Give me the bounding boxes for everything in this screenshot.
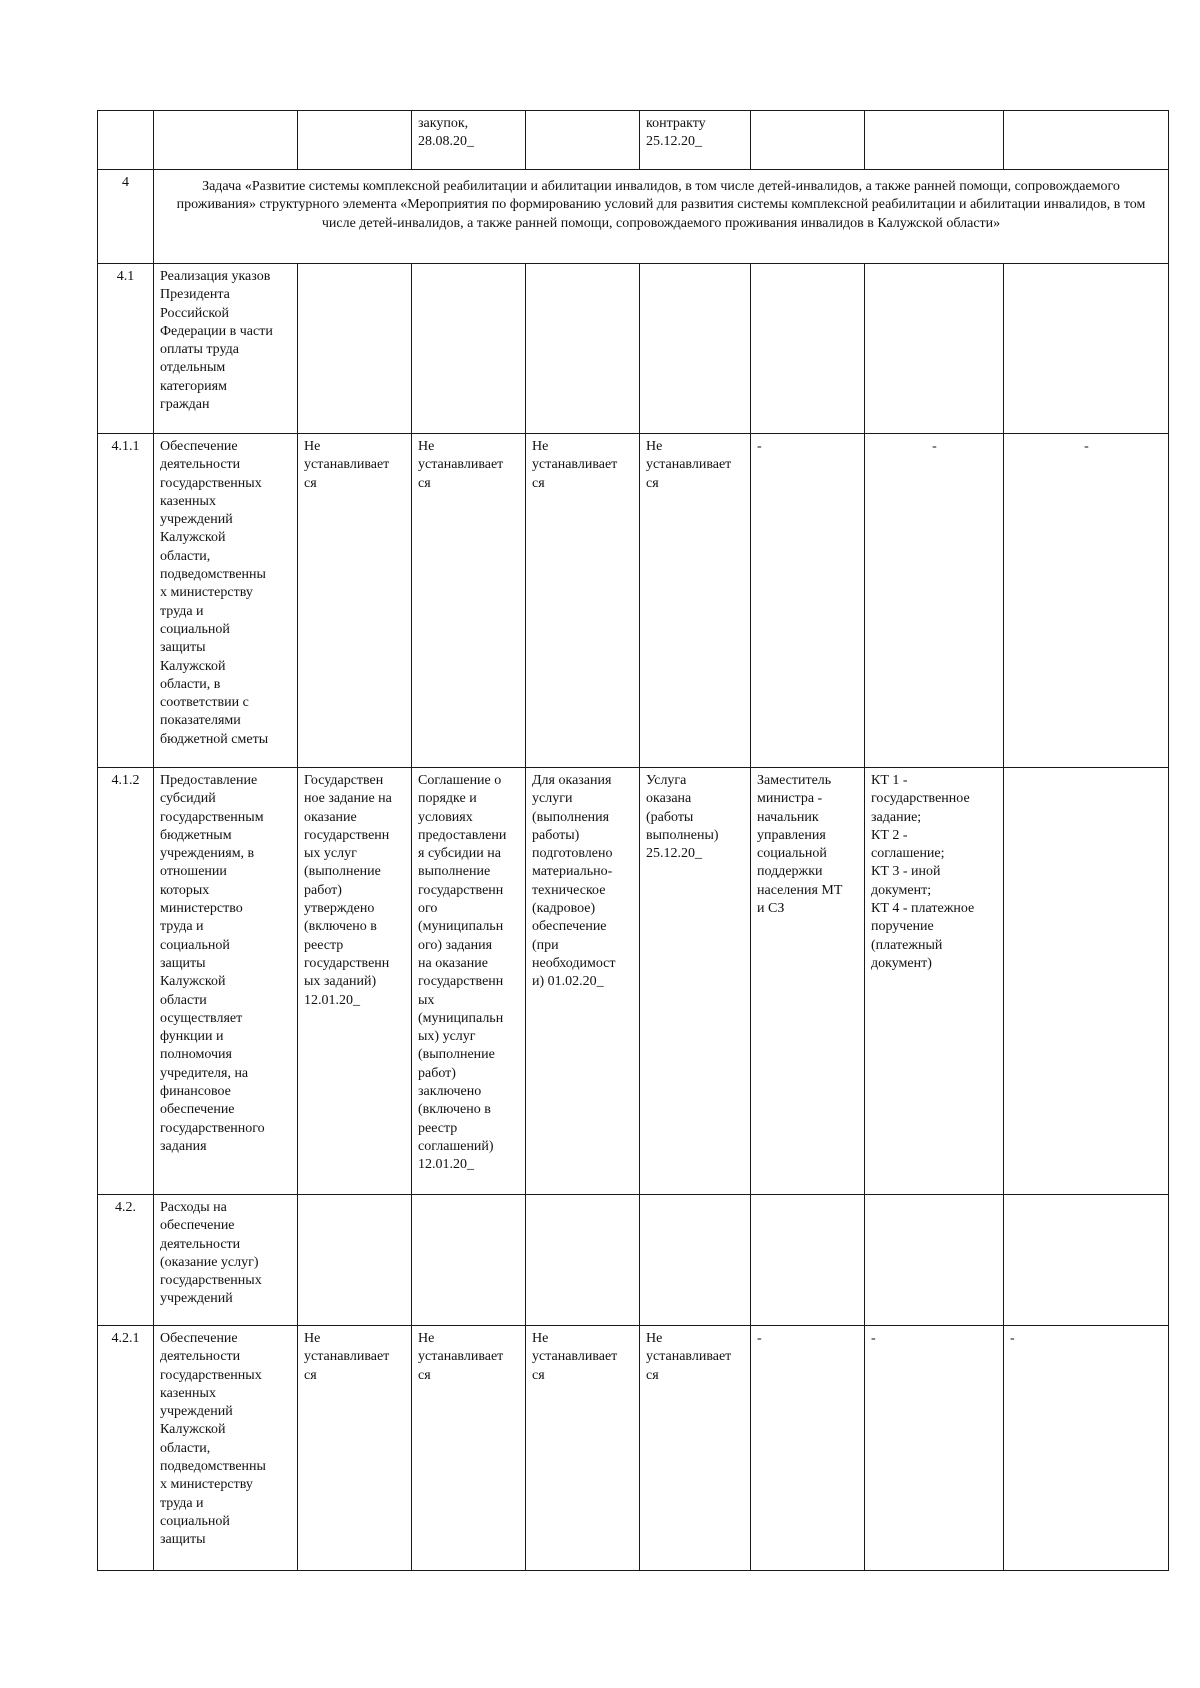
table-row-4-1-2 — [98, 768, 1169, 1195]
cell-text: Не устанавливает ся — [646, 439, 732, 491]
table-row-continued — [98, 111, 1169, 170]
cell-num — [98, 434, 154, 768]
cell-col9 — [1004, 264, 1169, 434]
cell-col7 — [751, 1326, 865, 1571]
cell-name — [154, 1326, 298, 1571]
cell-col3 — [298, 111, 412, 170]
table-row-task — [98, 170, 1169, 264]
cell-col4 — [412, 768, 526, 1195]
cell-col5 — [526, 264, 640, 434]
activity-name: Реализация указов Президента Российской Федерации в части оплаты труда отдельным категориям граждан — [160, 269, 273, 413]
cell-col7 — [751, 111, 865, 170]
cell-text: Не устанавливает ся — [418, 439, 504, 491]
row-number: 4.2.1 — [111, 1331, 140, 1346]
cell-name — [154, 434, 298, 768]
cell-dash: - — [932, 439, 937, 454]
cell-text: Не устанавливает ся — [418, 1331, 504, 1383]
cell-col4 — [412, 264, 526, 434]
cell-col7 — [751, 434, 865, 768]
cell-text: Не устанавливает ся — [304, 439, 390, 491]
cell-col3 — [298, 1326, 412, 1571]
cell-col6 — [640, 111, 751, 170]
cell-text: Не устанавливает ся — [646, 1331, 732, 1383]
table-row-4-1-1 — [98, 434, 1169, 768]
cell-text: контракту 25.12.20_ — [646, 116, 706, 150]
cell-col8 — [865, 768, 1004, 1195]
cell-col7 — [751, 264, 865, 434]
cell-col5 — [526, 434, 640, 768]
cell-num — [98, 170, 154, 264]
cell-col4 — [412, 111, 526, 170]
cell-col9 — [1004, 1195, 1169, 1326]
cell-text: Не устанавливает ся — [532, 1331, 618, 1383]
cell-text: Заместитель министра - начальник управления социальной поддержки населения МТ и СЗ — [757, 773, 843, 917]
plan-table — [97, 110, 1169, 1571]
cell-text: Не устанавливает ся — [532, 439, 618, 491]
cell-col4 — [412, 434, 526, 768]
cell-col3 — [298, 434, 412, 768]
cell-name — [154, 111, 298, 170]
cell-col5 — [526, 111, 640, 170]
activity-name: Обеспечение деятельности государственных казенных учреждений Калужской области, подведомственны х министерству труда и социальной защиты — [160, 1331, 266, 1548]
cell-col6 — [640, 434, 751, 768]
cell-col8 — [865, 1326, 1004, 1571]
table-row-4-1 — [98, 264, 1169, 434]
cell-name — [154, 264, 298, 434]
cell-dash: - — [757, 439, 762, 454]
row-number: 4.1.2 — [111, 773, 140, 788]
cell-col5 — [526, 1326, 640, 1571]
table-row-4-2 — [98, 1195, 1169, 1326]
cell-text: Соглашение о порядке и условиях предоставлени я субсидии на выполнение государственн ого (муниципальн ого) задания на оказание государственн ых (муниципальн ых) услуг (выполнение работ) заключено (включено в реестр соглашений) 12.01.20_ — [418, 773, 507, 1173]
cell-col9 — [1004, 434, 1169, 768]
cell-name — [154, 768, 298, 1195]
activity-name: Обеспечение деятельности государственных казенных учреждений Калужской области, подведомственны х министерству труда и социальной защиты Калужской области, в соответствии с показателями бюджетной сметы — [160, 439, 269, 747]
cell-num — [98, 264, 154, 434]
cell-col6 — [640, 768, 751, 1195]
cell-col6 — [640, 1195, 751, 1326]
cell-col8 — [865, 434, 1004, 768]
cell-col3 — [298, 768, 412, 1195]
cell-text: Государствен ное задание на оказание государственн ых услуг (выполнение работ) утверждено (включено в реестр государственн ых заданий) 12.01.20_ — [304, 773, 392, 1008]
cell-text: закупок, 28.08.20_ — [418, 116, 474, 150]
cell-col3 — [298, 264, 412, 434]
cell-text: Для оказания услуги (выполнения работы) подготовлено материально- техническое (кадровое) обеспечение (при необходимост и) 01.02.20_ — [532, 773, 616, 990]
row-number: 4 — [122, 175, 129, 190]
cell-col7 — [751, 1195, 865, 1326]
cell-col6 — [640, 1326, 751, 1571]
cell-dash: - — [1010, 1331, 1015, 1346]
cell-col4 — [412, 1326, 526, 1571]
cell-col4 — [412, 1195, 526, 1326]
cell-dash: - — [871, 1331, 876, 1346]
cell-num — [98, 1326, 154, 1571]
cell-name — [154, 1195, 298, 1326]
cell-col9 — [1004, 1326, 1169, 1571]
cell-text: Не устанавливает ся — [304, 1331, 390, 1383]
task-heading-text: Задача «Развитие системы комплексной реабилитации и абилитации инвалидов, в том числе детей-инвалидов, а также ранней помощи, сопровождаемого проживания» структурного элемента «Мероприятия по формированию условий для развития системы комплексной реабилитации и абилитации инвалидов, в том числе детей-инвалидов, а также ранней помощи, сопровождаемого проживания инвалидов в Калужской области» — [176, 179, 1146, 231]
cell-col9 — [1004, 111, 1169, 170]
table-row-4-2-1 — [98, 1326, 1169, 1571]
activity-name: Предоставление субсидий государственным бюджетным учреждениям, в отношении которых министерство труда и социальной защиты Калужской области осуществляет функции и полномочия учредителя, на финансовое обеспечение государственного задания — [160, 773, 265, 1154]
cell-col5 — [526, 1195, 640, 1326]
cell-num — [98, 768, 154, 1195]
cell-col8 — [865, 264, 1004, 434]
cell-text: Услуга оказана (работы выполнены) 25.12.20_ — [646, 773, 719, 862]
row-number: 4.2. — [115, 1200, 136, 1215]
row-number: 4.1 — [116, 269, 135, 284]
cell-col3 — [298, 1195, 412, 1326]
cell-col6 — [640, 264, 751, 434]
task-heading-cell — [154, 170, 1169, 264]
cell-dash: - — [757, 1331, 762, 1346]
activity-name: Расходы на обеспечение деятельности (оказание услуг) государственных учреждений — [160, 1200, 262, 1307]
cell-col8 — [865, 1195, 1004, 1326]
cell-dash: - — [1084, 439, 1089, 454]
cell-num — [98, 1195, 154, 1326]
cell-num — [98, 111, 154, 170]
row-number: 4.1.1 — [111, 439, 140, 454]
cell-col5 — [526, 768, 640, 1195]
cell-col7 — [751, 768, 865, 1195]
cell-col8 — [865, 111, 1004, 170]
cell-col9 — [1004, 768, 1169, 1195]
cell-text: КТ 1 - государственное задание; КТ 2 - соглашение; КТ 3 - иной документ; КТ 4 - платежное поручение (платежный документ) — [871, 773, 975, 971]
